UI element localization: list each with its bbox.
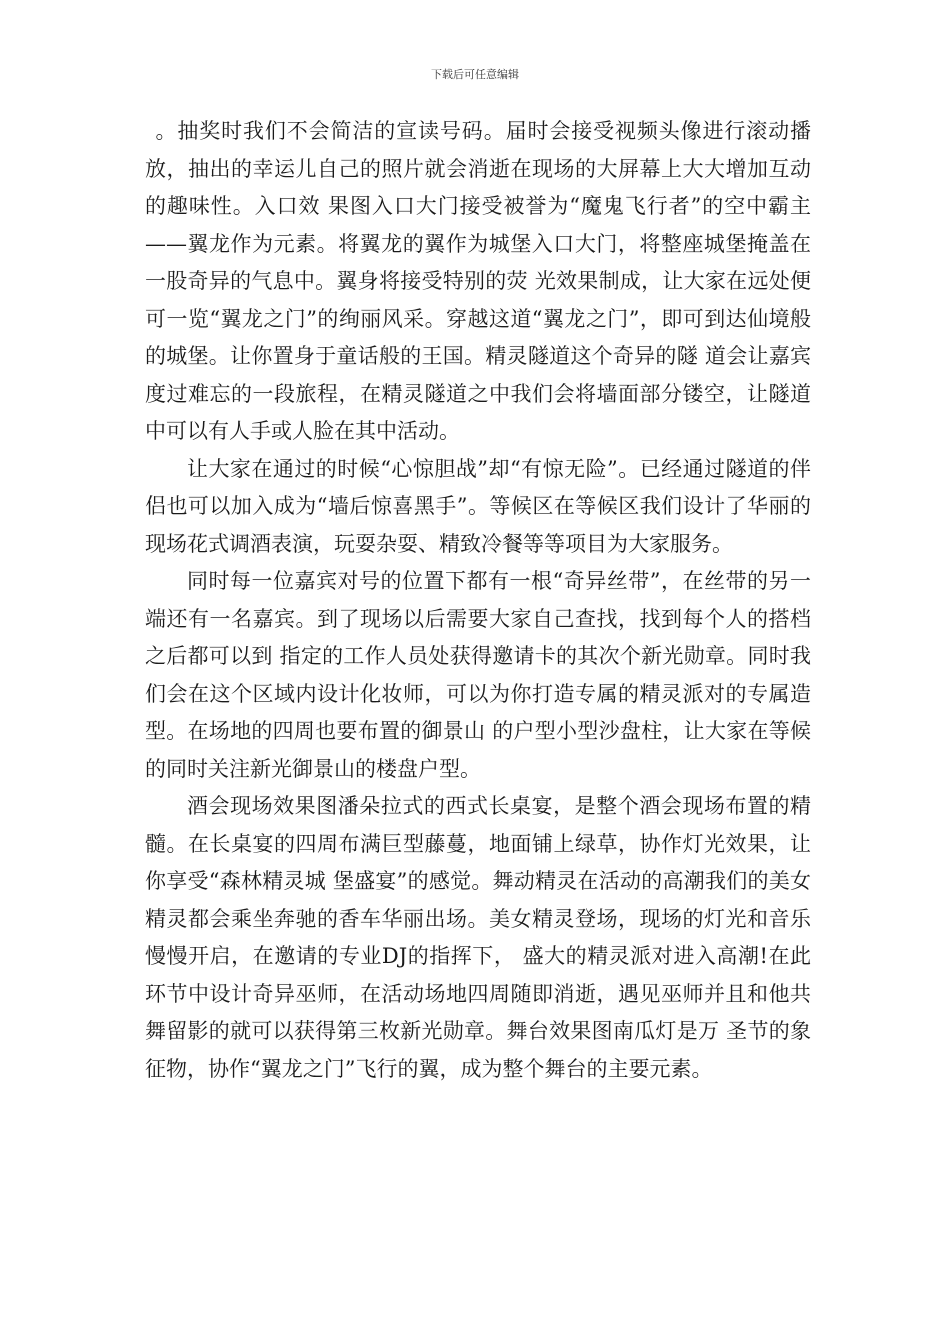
paragraph-4: 酒会现场效果图潘朵拉式的西式长桌宴，是整个酒会现场布置的精髓。在长桌宴的四周布满巨型藤蔓，地面铺上绿草，协作灯光效果，让你享受“森林精灵城 堡盛宴”的感觉。舞动精灵在活动的高潮我们的美女精灵都会乘坐奔驰的香车华丽出场。美女精灵登场，现场的灯光和音乐慢慢开启，在邀请的专业DJ的指挥下， 盛大的精灵派对进入高潮!在此环节中设计奇异巫师，在活动场地四周随即消逝，遇见巫师并且和他共舞留影的就可以获得第三枚新光勋章。舞台效果图南瓜灯是万 圣节的象征物，协作“翼龙之门”飞行的翼，成为整个舞台的主要元素。 (145, 794, 811, 1081)
document-body (145, 113, 811, 1088)
page-header: 下载后可任意编辑 (431, 68, 519, 81)
paragraph-3: 同时每一位嘉宾对号的位置下都有一根“奇异丝带”，在丝带的另一端还有一名嘉宾。到了现场以后需要大家自己查找，找到每个人的搭档之后都可以到 指定的工作人员处获得邀请卡的其次个新光勋章。同时我们会在这个区域内设计化妆师，可以为你打造专属的精灵派对的专属造型。在场地的四周也要布置的御景山 的户型小型沙盘柱，让大家在等候的同时关注新光御景山的楼盘户型。 (145, 569, 811, 781)
paragraph-2: 让大家在通过的时候“心惊胆战”却“有惊无险”。已经通过隧道的伴侣也可以加入成为“墙后惊喜黑手”。等候区在等候区我们设计了华丽的现场花式调酒表演，玩耍杂耍、精致冷餐等等项目为大家服务。 (145, 456, 811, 556)
paragraph-1: 。抽奖时我们不会简洁的宣读号码。届时会接受视频头像进行滚动播放，抽出的幸运儿自己的照片就会消逝在现场的大屏幕上大大增加互动的趣味性。入口效 果图入口大门接受被誉为“魔鬼飞行者”的空中霸主——翼龙作为元素。将翼龙的翼作为城堡入口大门，将整座城堡掩盖在一股奇异的气息中。翼身将接受特别的荧 光效果制成，让大家在远处便可一览“翼龙之门”的绚丽风采。穿越这道“翼龙之门”，即可到达仙境般的城堡。让你置身于童话般的王国。精灵隧道这个奇异的隧 道会让嘉宾度过难忘的一段旅程，在精灵隧道之中我们会将墙面部分镂空，让隧道中可以有人手或人脸在其中活动。 (145, 119, 811, 443)
